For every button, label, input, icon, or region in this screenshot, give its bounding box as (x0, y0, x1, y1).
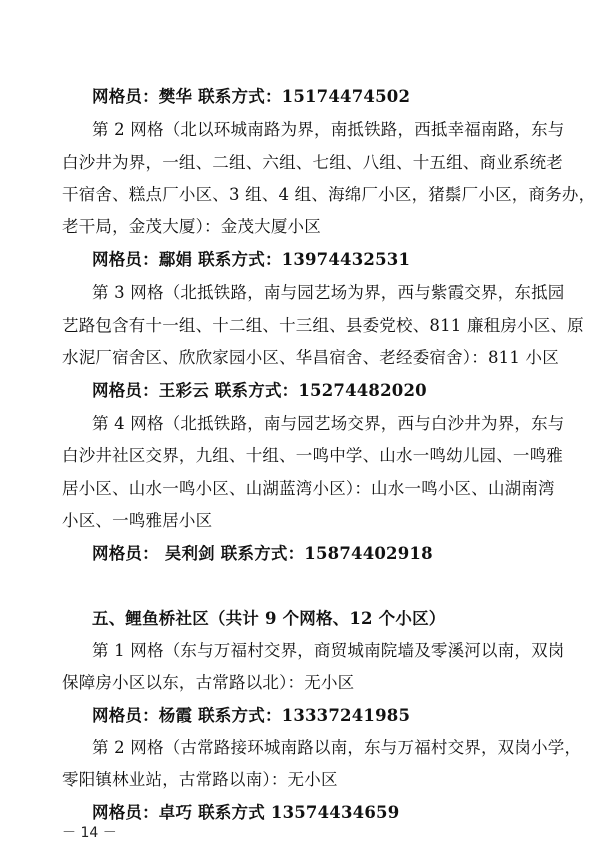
grid-staff-line: 网格员：杨霞 联系方式：13337241985 (92, 706, 411, 725)
grid-staff-line: 网格员： 吴利剑 联系方式：15874402918 (92, 544, 433, 563)
grid-description-line: 白沙井社区交界，九组、十组、一鸣中学、山水一鸣幼儿园、一鸣雅 (62, 446, 563, 465)
grid-description-line: 第 3 网格（北抵铁路，南与园艺场为界，西与紫霞交界，东抵园 (92, 283, 565, 302)
grid-description-line: 水泥厂宿舍区、欣欣家园小区、华昌宿舍、老经委宿舍）：811 小区 (62, 348, 559, 367)
grid-description-line: 老干局，金茂大厦）：金茂大厦小区 (62, 217, 321, 236)
grid-description-line: 居小区、山水一鸣小区、山湖蓝湾小区）：山水一鸣小区、山湖南湾 (62, 479, 555, 498)
section-heading: 五、鲤鱼桥社区（共计 9 个网格、12 个小区） (92, 609, 446, 628)
grid-description-line: 保障房小区以东，古常路以北）：无小区 (62, 673, 355, 692)
grid-description-line: 第 2 网格（古常路接环城南路以南，东与万福村交界，双岗小学， (92, 738, 582, 757)
grid-staff-line: 网格员：樊华 联系方式：15174474502 (92, 87, 411, 106)
grid-description-line: 第 2 网格（北以环城南路为界，南抵铁路，西抵幸福南路，东与 (92, 120, 565, 139)
grid-description-line: 白沙井为界，一组、二组、六组、七组、八组、十五组、商业系统老 (62, 153, 563, 172)
grid-description-line: 零阳镇林业站，古常路以南）：无小区 (62, 770, 338, 789)
grid-staff-line: 网格员：鄢娟 联系方式：13974432531 (92, 250, 411, 269)
grid-description-line: 干宿舍、糕点厂小区、3 组、4 组、海绵厂小区，猪鬃厂小区，商务办， (62, 185, 596, 204)
grid-description-line: 小区、一鸣雅居小区 (62, 511, 213, 530)
page-number: － 14 － (62, 825, 117, 841)
grid-description-line: 第 1 网格（东与万福村交界，商贸城南院墙及零溪河以南，双岗 (92, 641, 565, 660)
grid-description-line: 第 4 网格（北抵铁路，南与园艺场交界，西与白沙井为界，东与 (92, 414, 565, 433)
grid-description-line: 艺路包含有十一组、十二组、十三组、县委党校、811 廉租房小区、原 (62, 316, 584, 335)
grid-staff-line: 网格员：卓巧 联系方式 13574434659 (92, 803, 400, 822)
grid-staff-line: 网格员：王彩云 联系方式：15274482020 (92, 381, 427, 400)
